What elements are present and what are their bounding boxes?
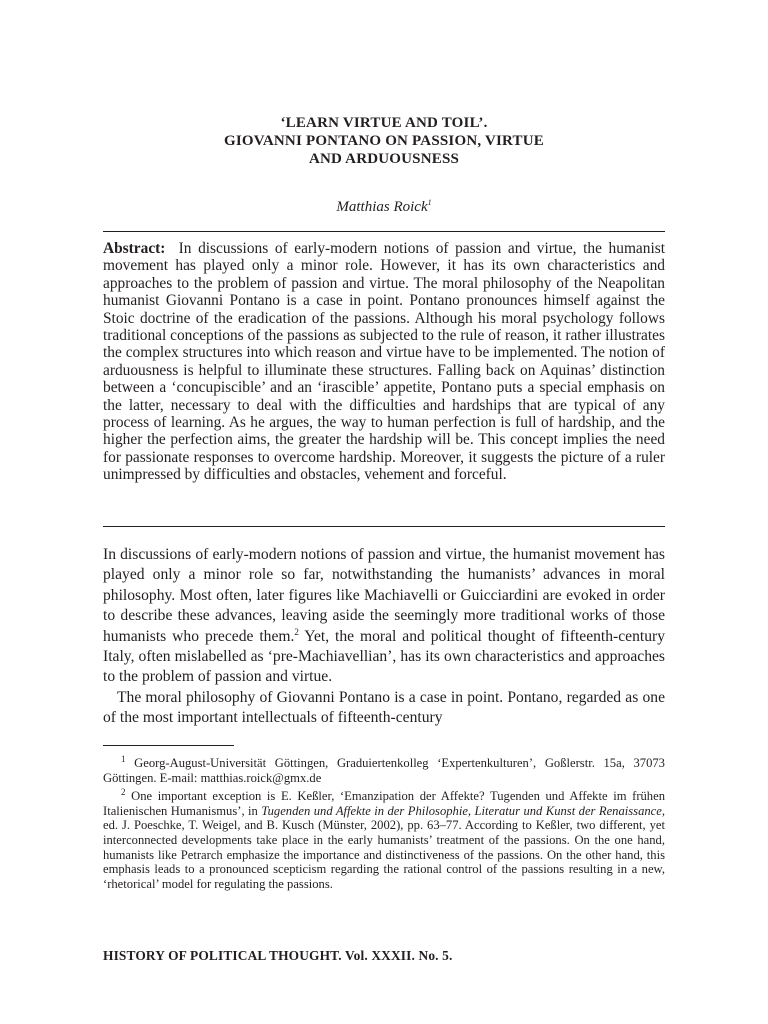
- footnote-2: [103, 789, 665, 891]
- body-text: [103, 545, 665, 729]
- author-footnote-marker: 1: [427, 198, 432, 207]
- abstract-text: In discussions of early-modern notions of passion and virtue, the humanist movement has played only a minor role. However, it has its own characteristics and approaches to the problem of passion and virtue. The moral philosophy of the Neapolitan humanist Giovanni Pontano is a case in point. Pontano pronounces himself against the Stoic doctrine of the eradication of the passions. Although his moral psychology follows traditional conceptions of the passions as subjected to the rule of reason, it rather illustrates the complex structures into which reason and virtue have to be implemented. The notion of arduousness is helpful to illuminate these structures. Falling back on Aquinas’ distinction between a ‘concupiscible’ and an ‘irascible’ appetite, Pontano puts a special emphasis on the latter, necessary to deal with the difficulties and hardships that are typical of any process of learning. As he argues, the way to human perfection is full of hardship, and the higher the perfection aims, the greater the hardship will be. This concept implies the need for passionate responses to overcome hardship. Moreover, it suggests the picture of a ruler unimpressed by difficulties and obstacles, vehement and forceful.: [103, 240, 665, 484]
- footnote-ref-2: 2: [294, 626, 299, 637]
- footnote-separator: [103, 745, 234, 746]
- author-line: [103, 198, 665, 216]
- footnote-2-text-a: One important exception is E. Keßler, ‘Emanzipation der Affekte? Tugenden und Affekte im frühen Italienischen Humanismus’, in: [103, 789, 665, 818]
- title-line-3: AND ARDUOUSNESS: [308, 151, 460, 167]
- body-paragraph-2: The moral philosophy of Giovanni Pontano is a case in point. Pontano, regarded as one of the most important intellectuals of fifteenth-century: [103, 688, 665, 727]
- footnote-1-marker: 1: [121, 753, 126, 764]
- abstract-block: [103, 240, 665, 484]
- footnote-2-text-b: , ed. J. Poeschke, T. Weigel, and B. Kusch (Münster, 2002), pp. 63–77. According to Keßler, two different, yet interconnected developments take place in the early humanists’ treatment of the passions. On the one hand, humanists like Petrarch emphasize the importance and distinctiveness of the passions. On the other hand, this emphasis leads to a pronounced scepticism regarding the rational control of the passions resulting in a new, ‘rhetorical’ model for regulating the passions.: [103, 803, 665, 891]
- body-p1-part-1: In discussions of early-modern notions of passion and virtue, the humanist movement has played only a minor role so far, notwithstanding the humanists’ advances in moral philosophy. Most often, later figures like Machiavelli or Guicciardini are evoked in order to describe these advances, leaving aside the seemingly more traditional works of those humanists who precede them.: [103, 546, 665, 645]
- footnotes: [103, 753, 665, 895]
- author-name: Matthias Roick: [336, 199, 428, 215]
- abstract-top-rule: [103, 231, 665, 232]
- footnote-1-text: Georg-August-Universität Göttingen, Graduiertenkolleg ‘Expertenkulturen’, Goßlerstr. 15a, 37073 Göttingen. E-mail: matthias.roick@gmx.de: [103, 756, 665, 785]
- title-line-2: GIOVANNI PONTANO ON PASSION, VIRTUE: [224, 133, 544, 149]
- title-line-1: ‘LEARN VIRTUE AND TOIL’.: [280, 115, 488, 131]
- article-title: [103, 114, 665, 168]
- journal-footer: HISTORY OF POLITICAL THOUGHT. Vol. XXXII. No. 5.: [103, 948, 453, 963]
- footnote-2-book-title: Tugenden und Affekte in der Philosophie, Literatur und Kunst der Renaissance: [261, 803, 662, 818]
- footnote-2-marker: 2: [121, 787, 126, 797]
- body-p1-part-2: Yet, the moral and political thought of fifteenth-century Italy, often mislabelled as ‘pre-Machiavellian’, has its own characteristics and approaches to the problem of passion and virtue.: [103, 627, 665, 686]
- abstract-label: Abstract:: [103, 240, 166, 257]
- footnote-1: [103, 753, 665, 785]
- abstract-bottom-rule: [103, 526, 665, 527]
- body-paragraph-1: [103, 545, 665, 688]
